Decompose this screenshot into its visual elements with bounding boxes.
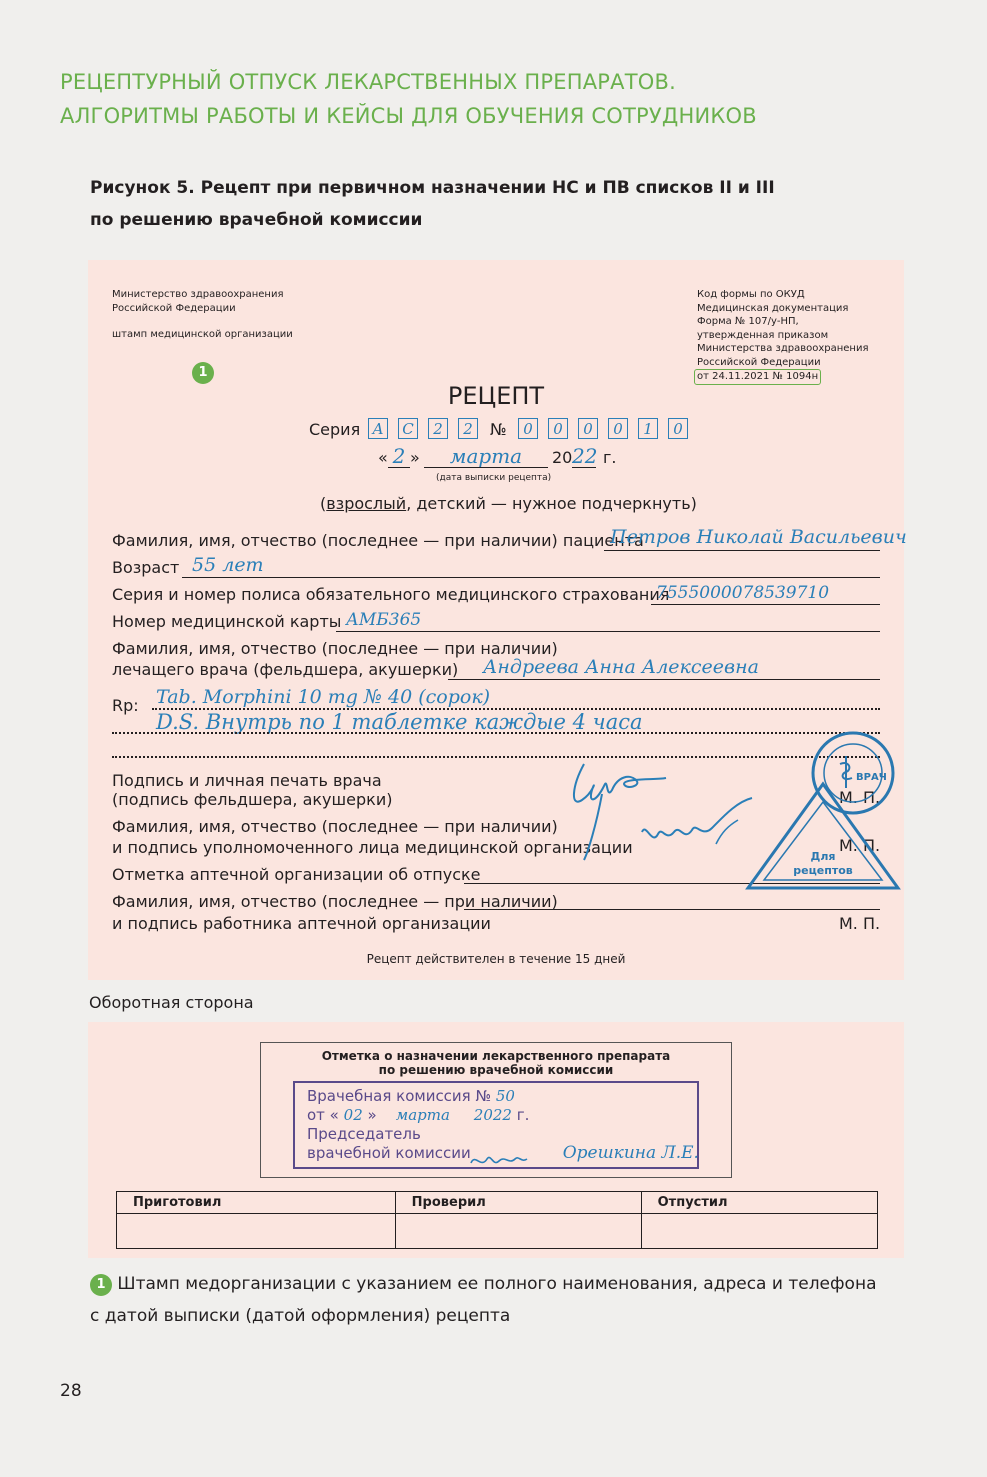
svg-text:ВРАЧ: ВРАЧ [856, 772, 887, 783]
table-cell [395, 1214, 641, 1249]
auth-label-line1: Фамилия, имя, отчество (последнее — при наличии) [112, 817, 558, 836]
number-digit: 0 [518, 418, 538, 439]
chair-signature [467, 1147, 537, 1173]
commission-day: 02 [343, 1106, 363, 1124]
patient-value: Петров Николай Васильевич [610, 526, 907, 548]
svg-text:рецептов: рецептов [793, 864, 853, 877]
figure-title-line2: по решению врачебной комиссии [90, 210, 423, 230]
table-cell [641, 1214, 877, 1249]
stamp-marker-badge: 1 [192, 361, 214, 384]
card-label: Номер медицинской карты [112, 612, 342, 631]
pharm-mark-label: Отметка аптечной организации об отпуске [112, 865, 481, 884]
validity-note: Рецепт действителен в течение 15 дней [366, 952, 626, 966]
form-code-block: Код формы по ОКУД Медицинская документация Форма № 107/у-НП, утвержденная приказом Министерства здравоохранения Российской Федерации от 24.11.2021 № 1094н [697, 288, 868, 385]
commission-year: 2022 [473, 1106, 512, 1124]
ministry-text: Министерство здравоохранения Российской Федерации [112, 289, 284, 314]
commission-box-title-line1: Отметка о назначении лекарственного препарата [321, 1049, 671, 1063]
commission-from-label: от « [307, 1106, 339, 1124]
patient-label: Фамилия, имя, отчество (последнее — при наличии) пациента [112, 531, 644, 550]
mp-doctor: М. П. [839, 788, 881, 807]
dispense-table [116, 1191, 878, 1249]
number-digit: 0 [668, 418, 688, 439]
chair-name: Орешкина Л.Е. [562, 1143, 699, 1163]
book-header-line1: РЕЦЕПТУРНЫЙ ОТПУСК ЛЕКАРСТВЕННЫХ ПРЕПАРАТОВ. [60, 70, 676, 94]
number-digit: 0 [548, 418, 568, 439]
stamp-label: штамп медицинской организации [112, 329, 293, 340]
date-open: « [378, 448, 388, 467]
sign-label-line2: (подпись фельдшера, акушерки) [112, 790, 393, 809]
pharmacy-triangle-stamp [744, 780, 902, 892]
mp-pharmacy: М. П. [839, 914, 881, 933]
commission-box [260, 1042, 732, 1178]
chair-label-line1: Председатель [307, 1125, 421, 1143]
table-header-prepared: Приготовил [117, 1192, 396, 1214]
mp-org: М. П. [839, 836, 881, 855]
date-hint: (дата выписки рецепта) [436, 473, 552, 483]
commission-box-title-line2: по решению врачебной комиссии [378, 1063, 614, 1077]
rp-line2: D.S. Внутрь по 1 таблетке каждые 4 часа [156, 710, 643, 734]
year-prefix: 20 [552, 448, 573, 467]
date-day: 2 [392, 444, 406, 468]
series-char: С [398, 418, 418, 439]
svg-text:Для: Для [810, 850, 836, 863]
number-digit: 0 [578, 418, 598, 439]
page-number: 28 [60, 1381, 82, 1401]
footnote-line1: 1 Штамп медорганизации с указанием ее полного наименования, адреса и телефона [90, 1274, 877, 1296]
pharm-worker-label-line1: Фамилия, имя, отчество (последнее — при наличии) [112, 892, 558, 911]
card-value: АМБ365 [346, 610, 422, 630]
doctor-label-line1: Фамилия, имя, отчество (последнее — при наличии) [112, 639, 558, 658]
number-digit: 0 [608, 418, 628, 439]
sign-label-line1: Подпись и личная печать врача [112, 771, 382, 790]
commission-month: марта [395, 1106, 450, 1124]
series-label: Серия [309, 420, 361, 439]
policy-value: 7555000078539710 [656, 583, 830, 603]
auth-label-line2: и подпись уполномоченного лица медицинской организации [112, 838, 633, 857]
table-header-dispensed: Отпустил [641, 1192, 877, 1214]
commission-stamp: Врачебная комиссия № 50 от « 02 » марта 2022 г. Председатель врачебной комиссии Орешкина Л.Е. [293, 1081, 699, 1169]
series-char: 2 [458, 418, 478, 439]
commission-label: Врачебная комиссия № [307, 1087, 492, 1105]
prescription-front [88, 260, 907, 980]
commission-number: 50 [495, 1087, 515, 1105]
order-date: от 24.11.2021 № 1094н [694, 369, 821, 385]
policy-label: Серия и номер полиса обязательного медицинского страхования [112, 585, 670, 604]
series-char: 2 [428, 418, 448, 439]
book-header-line2: АЛГОРИТМЫ РАБОТЫ И КЕЙСЫ ДЛЯ ОБУЧЕНИЯ СОТРУДНИКОВ [60, 104, 757, 128]
date-close: » [410, 448, 420, 467]
table-header-checked: Проверил [395, 1192, 641, 1214]
rp-label: Rp: [112, 696, 139, 715]
prescription-reverse [88, 1022, 904, 1258]
doctor-label-line2: лечащего врача (фельдшера, акушерки) [112, 660, 459, 679]
age-category: (взрослый, детский — нужное подчеркнуть) [320, 494, 697, 513]
footnote-badge: 1 [90, 1274, 112, 1296]
number-label: № [490, 420, 507, 439]
chair-label-line2: врачебной комиссии [307, 1144, 471, 1162]
age-label: Возраст [112, 558, 180, 577]
year-suffix: 22 [572, 444, 598, 468]
prescription-title: РЕЦЕПТ [447, 382, 545, 410]
footnote-line2: с датой выписки (датой оформления) рецепта [90, 1306, 511, 1326]
doctor-value: Андреева Анна Алексеевна [483, 656, 759, 678]
number-digit: 1 [638, 418, 658, 439]
rp-line1: Tab. Morphini 10 mg № 40 (сорок) [156, 686, 491, 708]
year-unit: г. [603, 448, 617, 467]
age-value: 55 лет [192, 554, 264, 576]
age-adult-underlined: взрослый [326, 494, 407, 513]
reverse-side-label: Оборотная сторона [89, 993, 254, 1012]
series-char: А [368, 418, 388, 439]
figure-title-line1: Рисунок 5. Рецепт при первичном назначении НС и ПВ списков II и III [90, 178, 775, 198]
table-cell [117, 1214, 396, 1249]
pharm-worker-label-line2: и подпись работника аптечной организации [112, 914, 491, 933]
date-month: марта [449, 444, 523, 468]
